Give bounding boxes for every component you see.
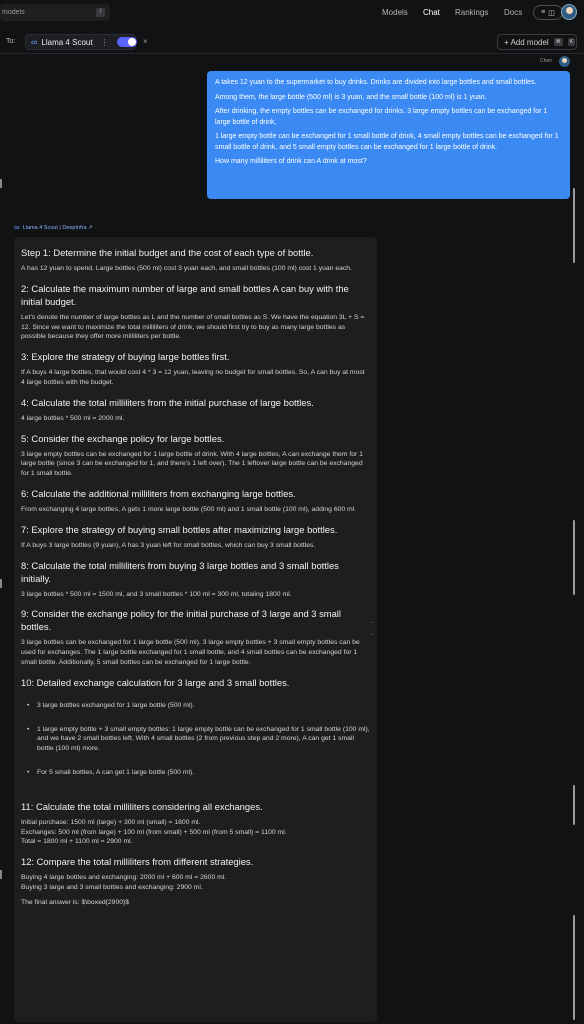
search-box[interactable] (0, 4, 110, 21)
to-label: To: (6, 38, 16, 45)
list-item: • For 5 small bottles, A can get 1 large bottle (500 ml). (21, 768, 370, 778)
nav-models[interactable]: Models (382, 8, 408, 17)
user-message-line: Among them, the large bottle (500 ml) is 3 yuan, and the small bottle (100 ml) is 1 yuan. (215, 93, 487, 101)
chat-icon: ◫ (548, 9, 555, 17)
chevron-down-icon[interactable]: ⌄ (369, 631, 375, 637)
final-answer: The final answer is: $\boxed{2900}$ (21, 898, 130, 906)
add-model-button[interactable] (497, 34, 577, 50)
step-heading: 6: Calculate the additional milliliters from exchanging large bottles. (21, 487, 296, 499)
step-list (21, 701, 370, 778)
step-heading: 4: Calculate the total milliliters from the initial purchase of large bottles. (21, 396, 314, 408)
user-message-line: A takes 12 yuan to the supermarket to buy drinks. Drinks are divided into large bottles and small bottles. (215, 79, 537, 86)
step-body: If A buys 3 large bottles (9 yuan), A has 3 yuan left for small bottles, which can buy 3 small bottles. (21, 541, 316, 549)
user-message-line: How many milliliters of drink can A drink at most? (215, 158, 367, 165)
scrollbar-thumb[interactable] (573, 915, 575, 1020)
bot-answer (14, 237, 377, 1022)
step-body: 4 large bottles * 500 ml = 2000 ml. (21, 414, 125, 422)
nav-chat[interactable]: Chat (423, 8, 440, 17)
nav-rankings[interactable]: Rankings (455, 8, 489, 17)
chevron-up-icon[interactable]: ⌃ (369, 622, 375, 628)
calc-line: Initial purchase: 1500 ml (large) + 300 ml (small) = 1800 ml. (21, 818, 201, 826)
scrollbar-thumb[interactable] (573, 520, 575, 595)
calc-line: Total = 1800 ml + 1100 ml = 2900 ml. (21, 838, 133, 846)
step-body: 3 large bottles can be exchanged for 1 large bottle (500 ml). 3 large empty bottles + 3 small empty bottles can be used for exchanges. The 1 large bottle exchanged for 1 small bottle, and 4 small bottles can be exchanged for 1 small bottle. Additionally, 5 small bottles can be exchanged for 1 large bottle. (21, 639, 360, 666)
step-heading: 5: Consider the exchange policy for large bottles. (21, 432, 225, 444)
step-heading: 8: Calculate the total milliliters from buying 3 large bottles and 3 small bottles initially. (21, 559, 339, 584)
step-heading: 9: Consider the exchange policy for the initial purchase of 3 large and 3 small bottles. (21, 608, 341, 633)
user-message (207, 71, 570, 199)
user-message-line: After drinking, the empty bottles can be exchanged for drinks. 3 large empty bottles can be exchanged for 1 large bottle of drink, (215, 108, 548, 126)
step-heading: 12: Compare the total milliliters from different strategies. (21, 856, 254, 868)
gutter-mark (0, 870, 2, 879)
shortcut-key: ⌘ (555, 39, 561, 45)
step-heading: 11: Calculate the total milliliters considering all exchanges. (21, 800, 263, 812)
step-body: If A buys 4 large bottles, that would cost 4 * 3 = 12 yuan, leaving no budget for small bottles. So, A can buy at most 4 large bottles with the budget. (21, 369, 365, 386)
gutter-mark (0, 179, 2, 188)
user-message-line: 1 large empty bottle can be exchanged for 1 small bottle of drink, 4 small empty bottles can be exchanged for 1 small bottle of drink, and 5 small empty bottles can be exchanged for 1 large bottle of drink. (215, 133, 559, 151)
menu-icon: ≡ (541, 9, 546, 16)
avatar[interactable] (561, 4, 577, 20)
menu-toggle[interactable] (533, 5, 563, 20)
bot-header[interactable] (14, 223, 93, 232)
remove-model-icon[interactable]: × (143, 37, 148, 46)
add-model-label: + Add model (504, 37, 549, 47)
user-avatar (559, 56, 570, 67)
gutter-mark (0, 579, 2, 588)
shortcut-key: K (569, 39, 574, 45)
calc-line: Exchanges: 500 ml (from large) + 100 ml (from small) + 500 ml (from 5 small) = 1100 ml. (21, 828, 287, 836)
meta-logo-icon: ∞ (31, 37, 38, 47)
step-body: From exchanging 4 large bottles, A gets 1 more large bottle (500 ml) and 1 small bottle (100 ml), adding 600 ml. (21, 505, 357, 513)
calc-line: Buying 4 large bottles and exchanging: 2000 ml + 600 ml = 2600 ml. (21, 874, 227, 882)
search-shortcut: / (96, 8, 105, 17)
bot-provider-link[interactable]: Llama 4 Scout | DeepInfra ↗ (22, 224, 93, 231)
user-name: Chen (540, 58, 552, 64)
top-bar (0, 0, 584, 26)
step-body: 3 large empty bottles can be exchanged for 1 large bottle of drink. With 4 large bottles, A can exchange them for 1 large bottle (since 3 can be exchanged for 1, and there's 1 left over). The 1 leftover large bottle can be exchanged for 1 small bottle. (21, 450, 363, 478)
step-body: A has 12 yuan to spend. Large bottles (500 ml) cost 3 yuan each, and small bottles (100 ml) cost 1 yuan each. (21, 265, 352, 272)
step-heading: Step 1: Determine the initial budget and the cost of each type of bottle. (21, 247, 314, 258)
step-body: Let's denote the number of large bottles as L and the number of small bottles as S. We have the equation 3L + S = 12. Since we want to maximize the total milliliters of drink, we should first try to buy as many large bottles as possible because they offer more milliliters per bottle. (21, 313, 365, 341)
scrollbar-thumb[interactable] (573, 188, 575, 263)
list-item: • 1 large empty bottle + 3 small empty bottles: 1 large empty bottle can be exchanged for 1 small bottle (100 ml), and we have 2 small bottles left. With 4 small bottles (2 from previous step and 2 more), A can get 1 small bottle (100 ml) more. (21, 725, 370, 754)
calc-line: Buying 3 large and 3 small bottles and exchanging: 2900 ml. (21, 883, 203, 891)
model-name: Llama 4 Scout (41, 37, 93, 47)
step-body (21, 873, 370, 893)
meta-logo-icon: ∞ (14, 223, 20, 232)
step-heading: 2: Calculate the maximum number of large and small bottles A can buy with the initial budget. (21, 282, 349, 307)
model-toggle[interactable] (117, 37, 137, 47)
list-item: • 3 large bottles exchanged for 1 large bottle (500 ml). (21, 701, 370, 711)
step-body (21, 818, 370, 847)
step-heading: 10: Detailed exchange calculation for 3 large and 3 small bottles. (21, 676, 290, 688)
nav-docs[interactable]: Docs (504, 8, 523, 17)
step-body: 3 large bottles * 500 ml = 1500 ml, and 3 small bottles * 100 ml = 300 ml, totaling 1800 ml. (21, 590, 292, 598)
scrollbar-thumb[interactable] (573, 785, 575, 825)
step-heading: 7: Explore the strategy of buying small bottles after maximizing large bottles. (21, 523, 338, 535)
search-input[interactable] (2, 9, 88, 16)
model-more-icon[interactable]: ⋮ (100, 37, 109, 47)
step-heading: 3: Explore the strategy of buying large bottles first. (21, 351, 230, 363)
